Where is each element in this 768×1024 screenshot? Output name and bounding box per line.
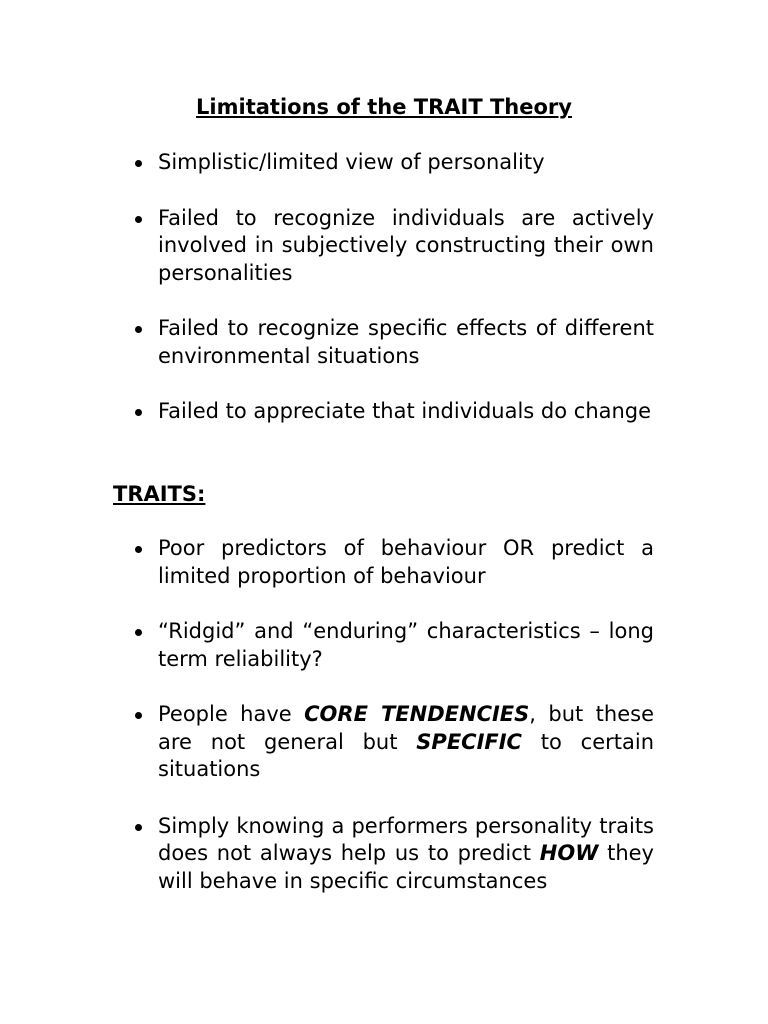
text-segment: , but these are not general but (158, 702, 654, 754)
traits-list (130, 535, 654, 895)
list-item-text: Poor predictors of behaviour OR predict a limited proportion of behaviour (158, 536, 654, 588)
bullet-icon (135, 546, 142, 553)
bullet-icon (135, 824, 142, 831)
page-title: Limitations of the TRAIT Theory (196, 95, 572, 119)
bullet-icon (135, 409, 142, 416)
list-item-text: Failed to recognize specific effects of different environmental situations (158, 316, 654, 368)
traits-heading: TRAITS: (113, 482, 206, 506)
bullet-icon (135, 216, 142, 223)
list-item (130, 618, 654, 673)
list-item-text: Failed to recognize individuals are actively involved in subjectively constructing their own personalities (158, 205, 654, 285)
text-segment: to certain situations (158, 729, 655, 781)
bullet-icon (135, 326, 142, 333)
bullet-icon (135, 712, 142, 719)
list-item (130, 149, 654, 177)
list-item (130, 315, 654, 370)
specific-emphasis: SPECIFIC (416, 729, 522, 754)
list-item (130, 813, 654, 896)
bullet-icon (135, 160, 142, 167)
list-item-text: “Ridgid” and “enduring” characteristics – long term reliability? (158, 619, 654, 671)
bullet-icon (135, 629, 142, 636)
how-emphasis: HOW (539, 841, 599, 865)
list-item-text (158, 814, 654, 893)
list-item (130, 701, 654, 784)
list-item-text (158, 702, 654, 781)
text-segment: they will behave in specific circumstances (158, 841, 654, 893)
text-segment: People have (158, 702, 305, 726)
list-item (130, 398, 654, 426)
list-item (130, 535, 654, 590)
core-tendencies-emphasis: CORE TENDENCIES (304, 702, 530, 726)
limitations-list (130, 149, 654, 426)
list-item (130, 205, 654, 288)
list-item-text: Simplistic/limited view of personality (158, 150, 545, 174)
list-item-text: Failed to appreciate that individuals do change (158, 399, 652, 423)
text-segment: Simply knowing a performers personality traits does not always help us to predict (158, 813, 654, 865)
